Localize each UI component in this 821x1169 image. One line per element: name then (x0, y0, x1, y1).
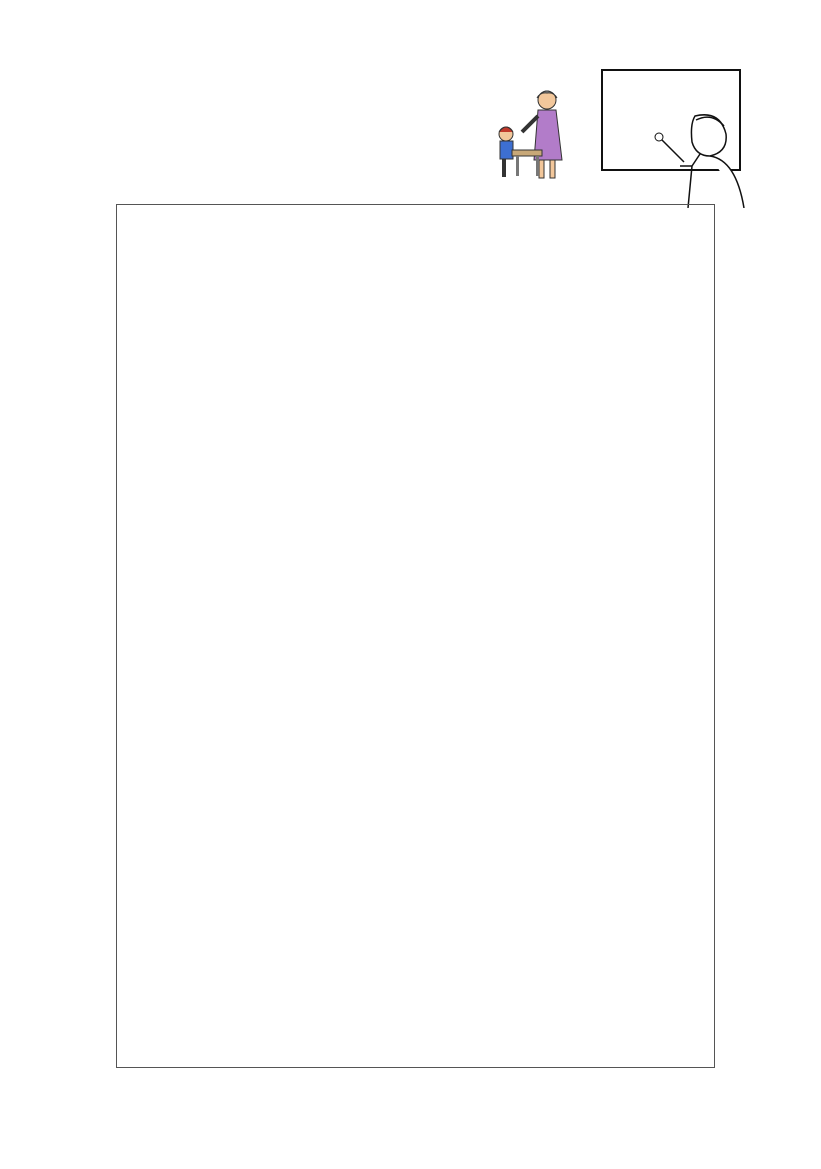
right-border (759, 55, 821, 1115)
top-border (0, 0, 821, 60)
boy-writing-illustration (640, 108, 750, 208)
bottom-border (0, 1108, 821, 1168)
passage-box (116, 204, 715, 1068)
left-border (0, 55, 62, 1115)
teacher-student-illustration (492, 88, 574, 184)
